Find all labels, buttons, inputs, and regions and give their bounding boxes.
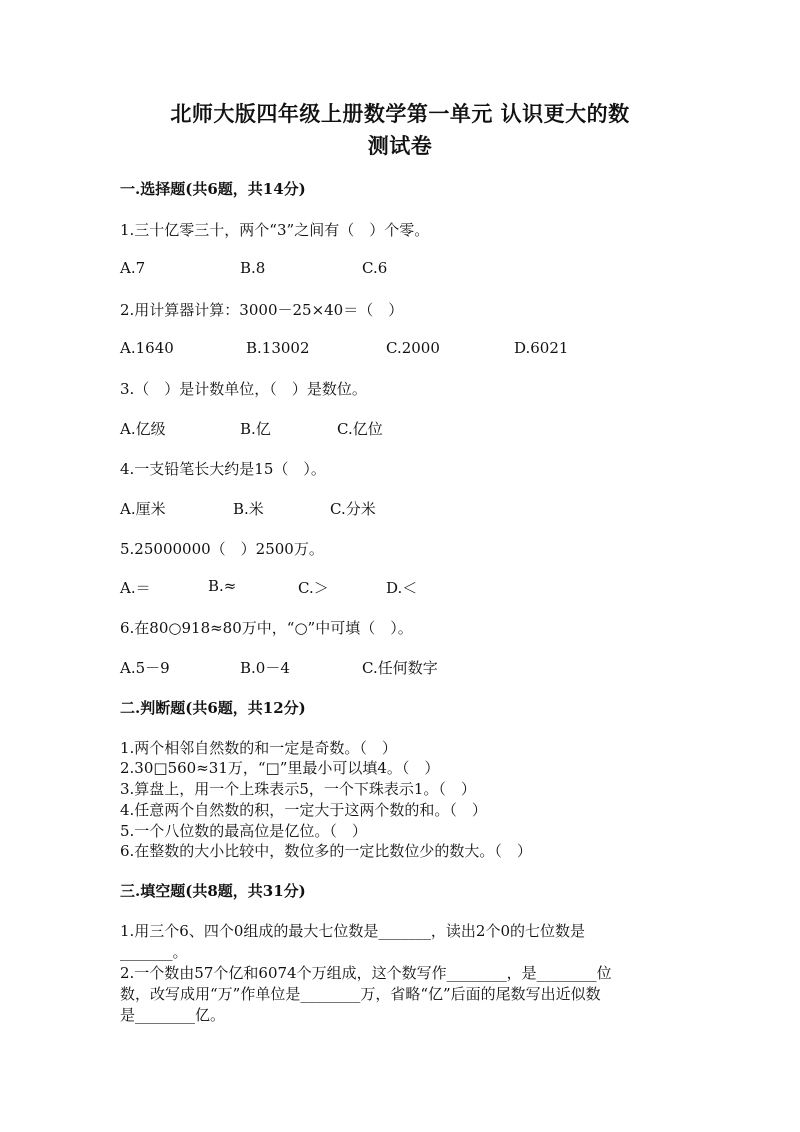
option-a: A.＝ [120,579,151,597]
fill-in-line: _______。 [120,943,188,961]
option-b: B.亿 [240,420,271,438]
option-b: B.≈ [208,577,237,595]
judgement-item: 5.一个八位数的最高位是亿位。（ ） [120,822,367,840]
section-heading-choice: 一.选择题(共6题，共14分) [120,180,306,198]
option-c: C.亿位 [337,420,383,438]
option-b: B.0－4 [240,659,290,677]
question-text: 2.用计算器计算：3000－25×40＝（ ） [120,301,404,319]
option-c: C.2000 [386,339,440,357]
option-a: A.厘米 [120,500,166,518]
page-title-line-2: 测试卷 [367,133,433,158]
option-c: C.＞ [298,579,329,597]
judgement-item: 6.在整数的大小比较中，数位多的一定比数位少的数大。（ ） [120,842,532,860]
page-title-line-1: 北师大版四年级上册数学第一单元 认识更大的数 [170,101,630,126]
fill-in-line: 1.用三个6、四个0组成的最大七位数是_______，读出2个0的七位数是 [120,922,585,940]
option-b: B.13002 [246,339,310,357]
option-a: A.5－9 [120,659,170,677]
section-heading-judgement: 二.判断题(共6题，共12分) [120,699,306,717]
option-a: A.亿级 [120,420,166,438]
option-b: B.8 [240,259,266,277]
fill-in-line: 是________亿。 [120,1006,226,1024]
option-a: A.1640 [120,339,174,357]
judgement-item: 3.算盘上，用一个上珠表示5，一个下珠表示1。（ ） [120,780,476,798]
option-c: C.任何数字 [362,659,438,677]
question-text: 1.三十亿零三十，两个“3”之间有（ ）个零。 [120,221,430,239]
fill-in-line: 2.一个数由57个亿和6074个万组成，这个数写作________，是________位 [120,964,612,982]
judgement-item: 1.两个相邻自然数的和一定是奇数。（ ） [120,739,397,757]
option-c: C.6 [362,259,388,277]
question-text: 4.一支铅笔长大约是15（ ）。 [120,460,326,478]
option-b: B.米 [233,500,264,518]
question-text: 3.（ ）是计数单位，（ ）是数位。 [120,380,367,398]
question-text: 5.25000000（ ）2500万。 [120,540,324,558]
section-heading-fill-in: 三.填空题(共8题，共31分) [120,882,306,900]
option-d: D.＜ [386,579,418,597]
fill-in-line: 数，改写成用“万”作单位是________万，省略“亿”后面的尾数写出近似数 [120,985,601,1003]
option-d: D.6021 [514,339,569,357]
option-a: A.7 [120,259,146,277]
judgement-item: 2.30□560≈31万，“□”里最小可以填4。（ ） [120,759,440,777]
option-c: C.分米 [330,500,376,518]
judgement-item: 4.任意两个自然数的积，一定大于这两个数的和。（ ） [120,801,487,819]
question-text: 6.在80○918≈80万中，“○”中可填（ ）。 [120,619,413,637]
